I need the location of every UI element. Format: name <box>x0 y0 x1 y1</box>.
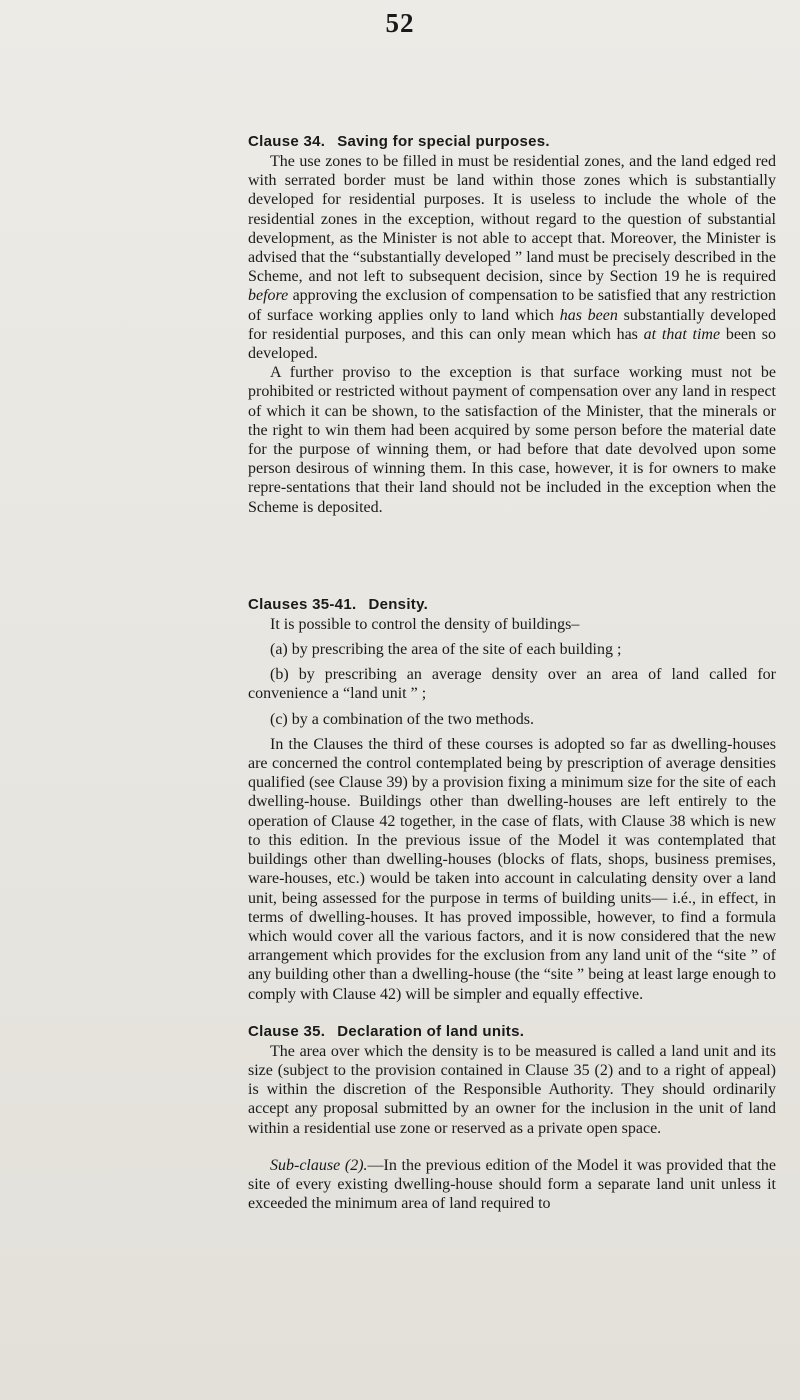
document-body <box>248 132 776 1213</box>
sub-clause-label: Sub-clause (2). <box>270 1156 368 1174</box>
clause-title: Saving for special purposes. <box>337 133 550 150</box>
paragraph: A further proviso to the exception is that surface working must not be prohibited or restricted without payment of compensation over any land in respect of which it can be shown, to the satisfaction of the Minister, that the minerals or the right to win them had been acquired by some person before the material date for the purpose of winning them, or had before that date devolved upon some person desirous of winning them. In this case, however, it is for owners to make repre-sentations that their land should not be included in the exception when the Scheme is deposited. <box>248 364 776 516</box>
clause-title: Density. <box>368 595 429 613</box>
clause-label: Clauses 35-41. <box>248 595 357 613</box>
intro-paragraph: It is possible to control the density of buildings– <box>270 615 580 633</box>
clause-label: Clause 34. <box>248 133 326 150</box>
paragraph: The use zones to be filled in must be residential zones, and the land edged red with serrated border must be land within those zones which is substantially developed for residential purposes. It is useless to include the whole of the residential zones in the exception, without regard to the question of substantial development, as the Minister is not able to accept that. Moreover, the Minister is advised that the “substantially developed ” land must be precisely described in the Scheme, and not left to subsequent decision, since by Section 19 he is required before approving the exclusion of compensation to be satisfied that any restriction of surface working applies only to land which has been substantially developed for residential purposes, and this can only mean which has at that time been so developed. <box>248 153 777 363</box>
sub-clause-paragraph <box>248 1156 776 1214</box>
section-clause-34 <box>248 132 776 517</box>
list-item: (b) by prescribing an average density over an area of land called for convenience a “land unit ” ; <box>248 666 776 703</box>
page-number: 52 <box>385 8 415 38</box>
clause-title: Declaration of land units. <box>337 1022 525 1040</box>
paragraph: In the Clauses the third of these courses is adopted so far as dwelling-houses are concerned the control contemplated being by prescription of average densities qualified (see Clause 39) by a provision fixing a minimum size for the site of each dwelling-house. Buildings other than dwelling-houses are left entirely to the operation of Clause 42 together, in the case of flats, with Clause 38 which is new to this edition. In the previous issue of the Model it was contemplated that buildings other than dwelling-houses (blocks of flats, shops, business premises, ware-houses, etc.) would be taken into account in calculating density over a land unit, being assessed for the purpose in terms of building units— i.é., in effect, in terms of dwelling-houses. It has proved impossible, however, to find a formula which would cover all the various factors, and it is now considered that the new arrangement which provides for the exclusion from any land unit of the “site ” of any building other than a dwelling-house (the “site ” being at least large enough to comply with Clause 42) will be simpler and equally effective. <box>248 735 776 1003</box>
sub-clause-text: —In the previous edition of the Model it was provided that the site of every existing dwelling-house should form a separate land unit unless it exceeded the minimum area of land required to <box>248 1156 777 1213</box>
list-item: (c) by a combination of the two methods. <box>270 710 534 728</box>
clause-label: Clause 35. <box>248 1022 326 1040</box>
section-heading <box>248 132 776 151</box>
section-heading <box>248 1022 776 1041</box>
list-item: (a) by prescribing the area of the site of each building ; <box>270 641 622 659</box>
section-clause-35 <box>248 1022 776 1214</box>
section-clauses-35-41 <box>248 595 776 1004</box>
section-heading <box>248 595 776 614</box>
paragraph: The area over which the density is to be measured is called a land unit and its size (subject to the provision contained in Clause 35 (2) and to a right of appeal) is within the discretion of the Responsible Authority. They should ordinarily accept any proposal submitted by an owner for the inclusion in the unit of land within a residential use zone or reserved as a private open space. <box>248 1042 776 1137</box>
